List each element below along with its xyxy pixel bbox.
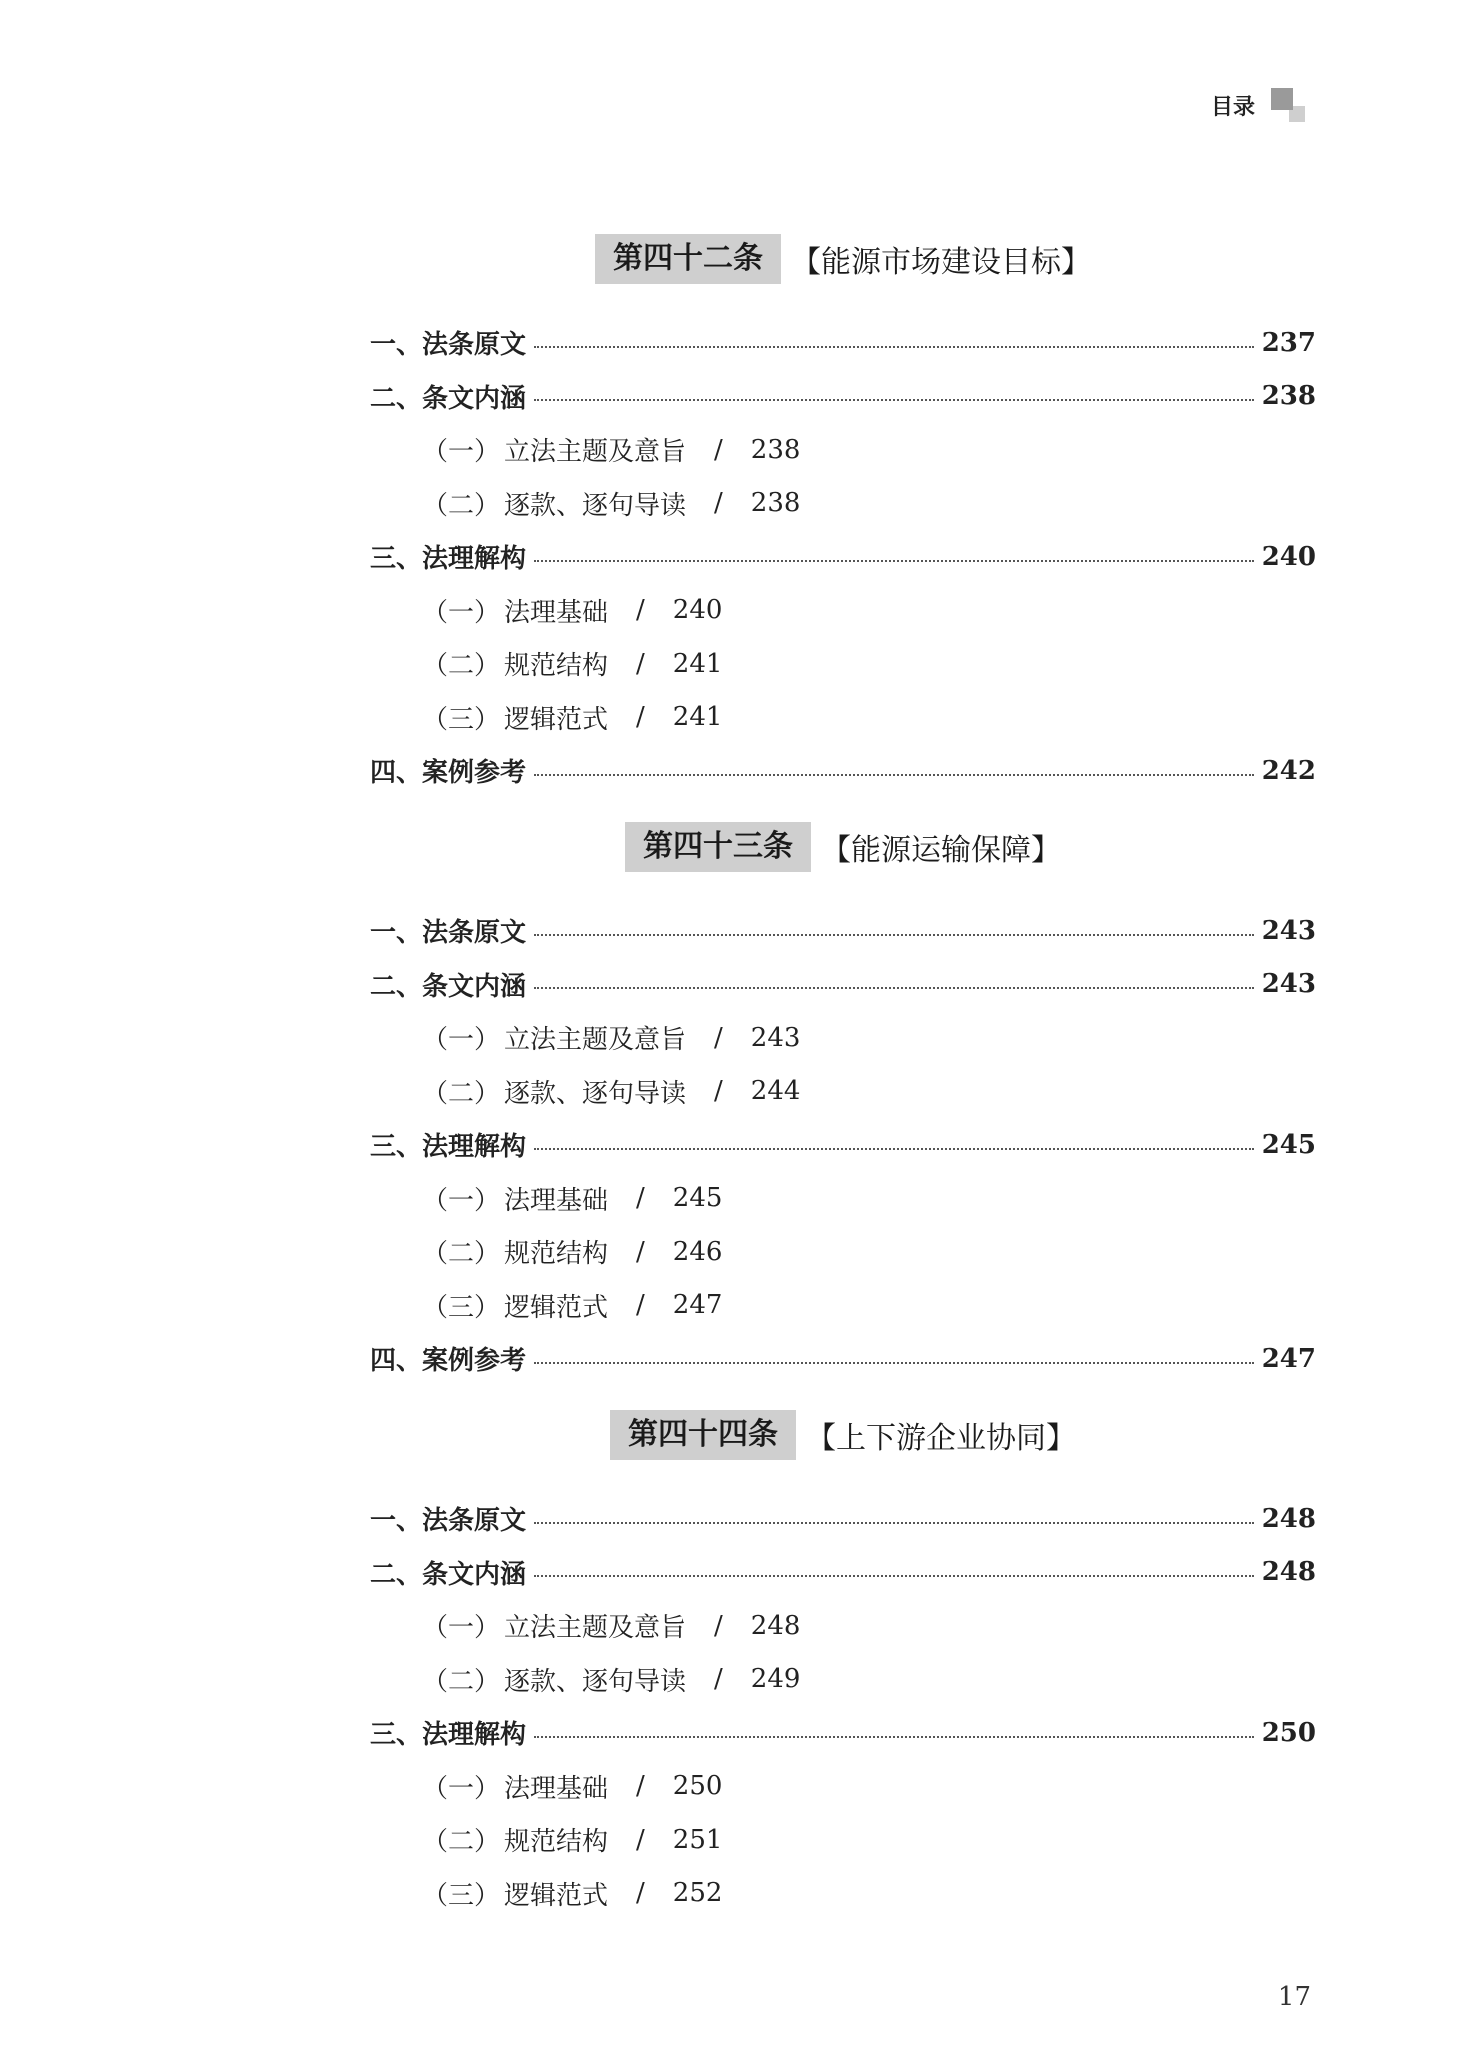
toc-subentry[interactable] xyxy=(370,1065,1316,1119)
header-square-mark-icon xyxy=(1271,88,1305,122)
section-heading xyxy=(370,1410,1316,1460)
entry-label: 一、法条原文 xyxy=(370,1506,527,1537)
toc-entry[interactable] xyxy=(370,744,1316,798)
subentry-separator: / xyxy=(636,1771,645,1802)
entry-page: 247 xyxy=(1261,1343,1316,1374)
toc-subentry[interactable] xyxy=(370,1653,1316,1707)
article-title: 【能源市场建设目标】 xyxy=(791,245,1091,280)
subentry-number: （一） xyxy=(422,1185,501,1216)
article-number: 第四十四条 xyxy=(610,1410,796,1460)
section-heading xyxy=(370,234,1316,284)
entry-label: 二、条文内涵 xyxy=(370,1559,527,1590)
subentry-separator: / xyxy=(636,702,645,733)
subentry-separator: / xyxy=(636,1824,645,1855)
subentry-page: 245 xyxy=(672,1183,723,1214)
toc-section xyxy=(370,822,1316,1386)
dot-leader xyxy=(534,399,1254,401)
dot-leader xyxy=(534,1736,1254,1738)
subentry-separator: / xyxy=(714,1022,723,1053)
subentry-label: 法理基础 xyxy=(504,597,609,628)
subentry-page: 251 xyxy=(672,1824,723,1855)
subentry-label: 规范结构 xyxy=(504,1827,609,1858)
subentry-page: 238 xyxy=(750,434,801,465)
subentry-label: 逐款、逐句导读 xyxy=(504,1078,687,1109)
toc-subentry[interactable] xyxy=(370,1760,1316,1814)
subentry-page: 244 xyxy=(750,1076,801,1107)
toc-subentry[interactable] xyxy=(370,691,1316,745)
subentry-label: 逐款、逐句导读 xyxy=(504,490,687,521)
dot-leader xyxy=(534,1575,1254,1577)
subentry-page: 241 xyxy=(672,648,723,679)
entry-page: 238 xyxy=(1261,381,1316,412)
subentry-number: （二） xyxy=(422,490,501,521)
article-number: 第四十二条 xyxy=(595,234,781,284)
entry-label: 二、条文内涵 xyxy=(370,971,527,1002)
toc-entry[interactable] xyxy=(370,1706,1316,1760)
dot-leader xyxy=(534,1362,1254,1364)
subentry-page: 246 xyxy=(672,1236,723,1267)
subentry-label: 逐款、逐句导读 xyxy=(504,1666,687,1697)
entry-label: 三、法理解构 xyxy=(370,1132,527,1163)
dot-leader xyxy=(534,1148,1254,1150)
subentry-separator: / xyxy=(714,1076,723,1107)
dot-leader xyxy=(534,1522,1254,1524)
entry-label: 四、案例参考 xyxy=(370,758,527,789)
subentry-separator: / xyxy=(636,1236,645,1267)
entry-label: 一、法条原文 xyxy=(370,918,527,949)
toc-subentry[interactable] xyxy=(370,1172,1316,1226)
subentry-page: 238 xyxy=(750,488,801,519)
subentry-number: （二） xyxy=(422,651,501,682)
entry-page: 250 xyxy=(1261,1717,1316,1748)
toc-subentry[interactable] xyxy=(370,637,1316,691)
subentry-number: （二） xyxy=(422,1827,501,1858)
section-heading xyxy=(370,822,1316,872)
entry-label: 三、法理解构 xyxy=(370,544,527,575)
subentry-separator: / xyxy=(636,648,645,679)
toc-section xyxy=(370,1410,1316,1920)
toc-section xyxy=(370,234,1316,798)
dot-leader xyxy=(534,774,1254,776)
toc-subentry[interactable] xyxy=(370,584,1316,638)
subentry-label: 法理基础 xyxy=(504,1185,609,1216)
toc-entry[interactable] xyxy=(370,530,1316,584)
subentry-separator: / xyxy=(714,434,723,465)
entry-label: 四、案例参考 xyxy=(370,1346,527,1377)
subentry-label: 规范结构 xyxy=(504,651,609,682)
header-title: 目录 xyxy=(1210,94,1255,120)
subentry-label: 立法主题及意旨 xyxy=(504,1025,687,1056)
subentry-number: （三） xyxy=(422,704,501,735)
toc-subentry[interactable] xyxy=(370,1813,1316,1867)
entry-page: 242 xyxy=(1261,755,1316,786)
toc-subentry[interactable] xyxy=(370,1011,1316,1065)
subentry-number: （一） xyxy=(422,437,501,468)
subentry-page: 240 xyxy=(672,595,723,626)
entry-page: 248 xyxy=(1261,1503,1316,1534)
toc-subentry[interactable] xyxy=(370,1225,1316,1279)
subentry-separator: / xyxy=(636,1878,645,1909)
entry-page: 243 xyxy=(1261,969,1316,1000)
article-number: 第四十三条 xyxy=(625,822,811,872)
subentry-label: 逻辑范式 xyxy=(504,1880,609,1911)
subentry-separator: / xyxy=(636,595,645,626)
toc-entry[interactable] xyxy=(370,904,1316,958)
subentry-separator: / xyxy=(636,1290,645,1321)
subentry-label: 规范结构 xyxy=(504,1239,609,1270)
subentry-number: （二） xyxy=(422,1666,501,1697)
toc-entry[interactable] xyxy=(370,1118,1316,1172)
toc-entry[interactable] xyxy=(370,958,1316,1012)
subentry-page: 241 xyxy=(672,702,723,733)
toc-subentry[interactable] xyxy=(370,1867,1316,1921)
entry-page: 240 xyxy=(1261,541,1316,572)
subentry-number: （二） xyxy=(422,1078,501,1109)
entry-label: 一、法条原文 xyxy=(370,330,527,361)
subentry-label: 逻辑范式 xyxy=(504,704,609,735)
subentry-number: （一） xyxy=(422,1773,501,1804)
article-title: 【上下游企业协同】 xyxy=(806,1421,1076,1456)
subentry-page: 250 xyxy=(672,1771,723,1802)
dot-leader xyxy=(534,934,1254,936)
subentry-label: 立法主题及意旨 xyxy=(504,437,687,468)
dot-leader xyxy=(534,346,1254,348)
toc-subentry[interactable] xyxy=(370,477,1316,531)
subentry-separator: / xyxy=(714,1610,723,1641)
entry-label: 三、法理解构 xyxy=(370,1720,527,1751)
subentry-separator: / xyxy=(714,1664,723,1695)
dot-leader xyxy=(534,987,1254,989)
subentry-label: 逻辑范式 xyxy=(504,1292,609,1323)
subentry-separator: / xyxy=(714,488,723,519)
toc-entry[interactable] xyxy=(370,1332,1316,1386)
running-header xyxy=(1211,88,1305,122)
toc-subentry[interactable] xyxy=(370,1599,1316,1653)
toc-entry[interactable] xyxy=(370,1492,1316,1546)
page-number: 17 xyxy=(1277,1982,1311,2012)
subentry-label: 法理基础 xyxy=(504,1773,609,1804)
subentry-number: （一） xyxy=(422,597,501,628)
subentry-page: 252 xyxy=(672,1878,723,1909)
toc-entry[interactable] xyxy=(370,316,1316,370)
subentry-page: 249 xyxy=(750,1664,801,1695)
entry-page: 243 xyxy=(1261,915,1316,946)
subentry-number: （一） xyxy=(422,1613,501,1644)
subentry-number: （二） xyxy=(422,1239,501,1270)
subentry-number: （三） xyxy=(422,1292,501,1323)
subentry-separator: / xyxy=(636,1183,645,1214)
toc-entry[interactable] xyxy=(370,1546,1316,1600)
entry-page: 248 xyxy=(1261,1557,1316,1588)
toc-subentry[interactable] xyxy=(370,1279,1316,1333)
subentry-page: 247 xyxy=(672,1290,723,1321)
subentry-page: 248 xyxy=(750,1610,801,1641)
entry-label: 二、条文内涵 xyxy=(370,383,527,414)
subentry-label: 立法主题及意旨 xyxy=(504,1613,687,1644)
dot-leader xyxy=(534,560,1254,562)
article-title: 【能源运输保障】 xyxy=(821,833,1061,868)
toc-entry[interactable] xyxy=(370,370,1316,424)
subentry-number: （一） xyxy=(422,1025,501,1056)
subentry-page: 243 xyxy=(750,1022,801,1053)
toc-subentry[interactable] xyxy=(370,423,1316,477)
subentry-number: （三） xyxy=(422,1880,501,1911)
entry-page: 245 xyxy=(1261,1129,1316,1160)
entry-page: 237 xyxy=(1261,327,1316,358)
